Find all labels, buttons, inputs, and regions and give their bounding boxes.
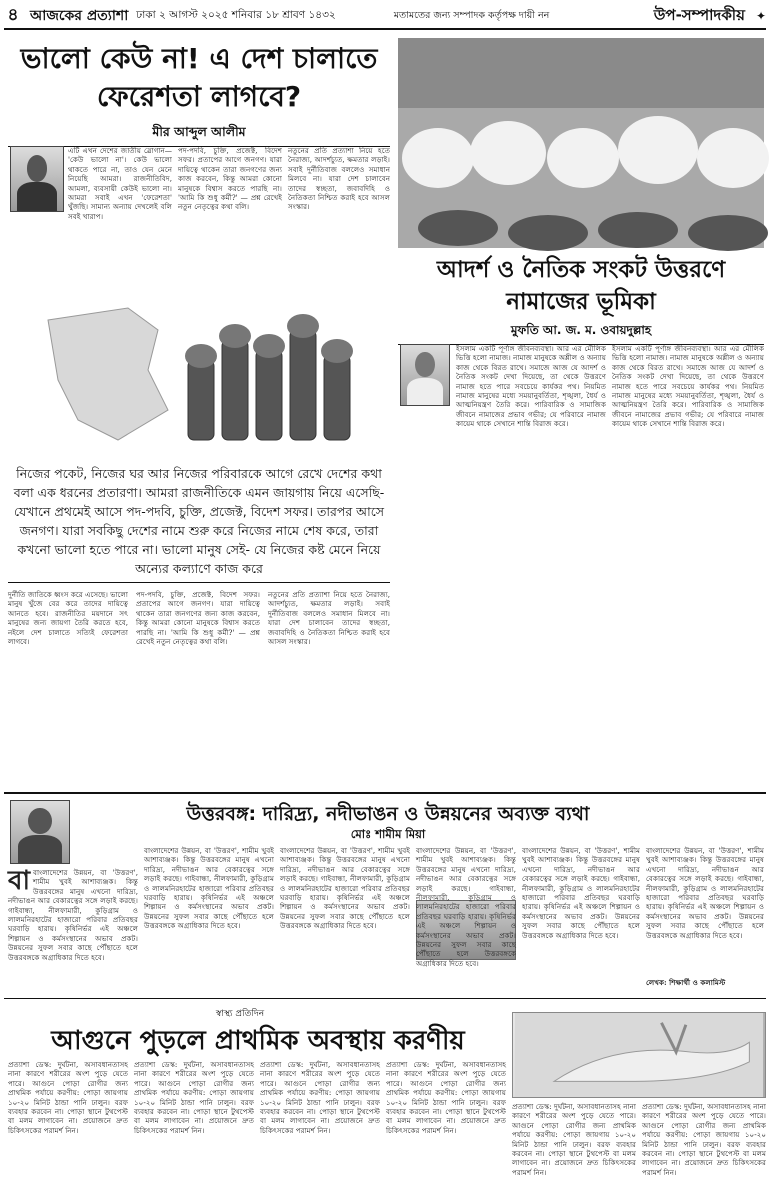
article4-column-5: প্রত্যাশা ডেস্ক: দুর্ঘটনা, অসাবধানতাসহ নানা কারণে শরীরের অংশ পুড়ে যেতে পারে। আগুনে পোড়া রোগীর জন্য প্রাথমিক পর্যায়ে করণীয়: পোড়া জায়গায় ১০-২০ মিনিট ঠান্ডা পানি ঢালুন। বরফ ব্যবহার করবেন না। পোড়া স্থানে টুথপেস্ট বা মলম লাগাবেন না। প্রয়োজনে দ্রুত চিকিৎসকের পরামর্শ নিন। (512, 1102, 636, 1177)
article1-lower-column-1: দুর্নীতি জাতিকে ধ্বংস করে এসেছে। ভালো মানুষ খুঁজে বের করে তাদের দায়িত্বে আনতে হবে। রাজনীতির ময়দানে সৎ মানুষের জন্য জায়গা তৈরি করতে হবে, নইলে দেশ চালাতে সত্যিই ফেরেশতা লাগবে। (8, 590, 128, 647)
article4-kicker: স্বাস্থ্য প্রতিদিন (215, 1009, 265, 1019)
article4-column-4: প্রত্যাশা ডেস্ক: দুর্ঘটনা, অসাবধানতাসহ নানা কারণে শরীরের অংশ পুড়ে যেতে পারে। আগুনে পোড়া রোগীর জন্য প্রাথমিক পর্যায়ে করণীয়: পোড়া জায়গায় ১০-২০ মিনিট ঠান্ডা পানি ঢালুন। বরফ ব্যবহার করবেন না। পোড়া স্থানে টুথপেস্ট বা মলম লাগাবেন না। প্রয়োজনে দ্রুত চিকিৎসকের পরামর্শ নিন। (386, 1060, 506, 1135)
section-title: উপ-সম্পাদকীয় (653, 5, 745, 24)
author-portrait-3 (10, 800, 70, 864)
article1-column-3: নতুনের প্রতি প্রত্যাশা নিয়ে হতে নৈরাজ্য, আদর্শচ্যুত, ক্ষমতার লড়াই। সবাই দুর্নীতিবাজ বললেও সমাধান মিলবে না। যারা দেশ চালাবেন তাদের স্বচ্ছতা, জবাবদিহি ও নৈতিকতা নিশ্চিত করাই হবে আসল সংস্কার। (288, 146, 390, 212)
article2-byline: মুফতি আ. জ. ম. ওবায়দুল্লাহ (398, 322, 764, 345)
article3-column-4: বাংলাদেশের উন্নয়ন, বা 'উত্তরণ', শামীম খুবই আশাব্যঞ্জক। কিন্তু উত্তরবঙ্গের মানুষ এখনো দারিদ্র্য, নদীভাঙন আর বেকারত্বের সঙ্গে লড়াই করছে। গাইবান্ধা, নীলফামারী, কুড়িগ্রাম ও লালমনিরহাটের হাজারো পরিবার প্রতিবছর ঘরবাড়ি হারায়। কৃষিনির্ভর এই অঞ্চলে শিল্পায়ন ও কর্মসংস্থানের অভাব প্রকট। উন্নয়নের সুফল সবার কাছে পৌঁছাতে হলে উত্তরবঙ্গকে অগ্রাধিকার দিতে হবে। (416, 846, 516, 968)
masthead (4, 4, 766, 30)
article3-column-1: বাবাংলাদেশের উন্নয়ন, বা 'উত্তরণ', শামীম খুবই আশাব্যঞ্জক। কিন্তু উত্তরবঙ্গের মানুষ এখনো দারিদ্র্য, নদীভাঙন আর বেকারত্বের সঙ্গে লড়াই করছে। গাইবান্ধা, নীলফামারী, কুড়িগ্রাম ও লালমনিরহাটের হাজারো পরিবার প্রতিবছর ঘরবাড়ি হারায়। কৃষিনির্ভর এই অঞ্চলে শিল্পায়ন ও কর্মসংস্থানের অভাব প্রকট। উন্নয়নের সুফল সবার কাছে পৌঁছাতে হলে উত্তরবঙ্গকে অগ্রাধিকার দিতে হবে। (8, 866, 138, 962)
prayer-photo (398, 38, 764, 248)
article4-column-6: প্রত্যাশা ডেস্ক: দুর্ঘটনা, অসাবধানতাসহ নানা কারণে শরীরের অংশ পুড়ে যেতে পারে। আগুনে পোড়া রোগীর জন্য প্রাথমিক পর্যায়ে করণীয়: পোড়া জায়গায় ১০-২০ মিনিট ঠান্ডা পানি ঢালুন। বরফ ব্যবহার করবেন না। পোড়া স্থানে টুথপেস্ট বা মলম লাগাবেন না। প্রয়োজনে দ্রুত চিকিৎসকের পরামর্শ নিন। (642, 1102, 766, 1177)
article3-author-note: লেখক: শিক্ষার্থী ও কলামিস্ট (646, 978, 726, 987)
article4-column-2: প্রত্যাশা ডেস্ক: দুর্ঘটনা, অসাবধানতাসহ নানা কারণে শরীরের অংশ পুড়ে যেতে পারে। আগুনে পোড়া রোগীর জন্য প্রাথমিক পর্যায়ে করণীয়: পোড়া জায়গায় ১০-২০ মিনিট ঠান্ডা পানি ঢালুন। বরফ ব্যবহার করবেন না। পোড়া স্থানে টুথপেস্ট বা মলম লাগাবেন না। প্রয়োজনে দ্রুত চিকিৎসকের পরামর্শ নিন। (134, 1060, 254, 1135)
paper-logo: আজকের প্রত্যাশা (30, 8, 129, 24)
burned-hand-photo (512, 1012, 766, 1098)
disclaimer: মতামতের জন্য সম্পাদক কর্তৃপক্ষ দায়ী নন (393, 9, 550, 21)
article3-column-6: বাংলাদেশের উন্নয়ন, বা 'উত্তরণ', শামীম খুবই আশাব্যঞ্জক। কিন্তু উত্তরবঙ্গের মানুষ এখনো দারিদ্র্য, নদীভাঙন আর বেকারত্বের সঙ্গে লড়াই করছে। গাইবান্ধা, নীলফামারী, কুড়িগ্রাম ও লালমনিরহাটের হাজারো পরিবার প্রতিবছর ঘরবাড়ি হারায়। কৃষিনির্ভর এই অঞ্চলে শিল্পায়ন ও কর্মসংস্থানের অভাব প্রকট। উন্নয়নের সুফল সবার কাছে পৌঁছাতে হলে উত্তরবঙ্গকে অগ্রাধিকার দিতে হবে। (646, 846, 764, 940)
article2-column-2: ইসলাম একটি পূর্ণাঙ্গ জীবনব্যবস্থা। আর এর মৌলিক ভিত্তি হলো নামাজ। নামাজ মানুষকে অশ্লীল ও অন্যায় কাজ থেকে বিরত রাখে। সমাজে আজ যে আদর্শ ও নৈতিক সংকট দেখা দিয়েছে, তা থেকে উত্তরণে নামাজ হতে পারে সবচেয়ে কার্যকর পথ। নিয়মিত নামাজ মানুষের মধ্যে সময়ানুবর্তিতা, শৃঙ্খলা, ধৈর্য ও আত্মনিয়ন্ত্রণ তৈরি করে। পারিবারিক ও সামাজিক জীবনে নামাজের প্রভাব গভীর; যে পরিবারে নামাজ কায়েম থাকে সেখানে শান্তি বিরাজ করে। (612, 344, 764, 429)
article3-body: বাংলাদেশের উন্নয়ন, বা 'উত্তরণ', শামীম খুবই আশাব্যঞ্জক। কিন্তু উত্তরবঙ্গের মানুষ এখনো দারিদ্র্য, নদীভাঙন আর বেকারত্বের সঙ্গে লড়াই করছে। গাইবান্ধা, নীলফামারী, কুড়িগ্রাম ও লালমনিরহাটের হাজারো পরিবার প্রতিবছর ঘরবাড়ি হারায়। কৃষিনির্ভর এই অঞ্চলে শিল্পায়ন ও কর্মসংস্থানের অভাব প্রকট। উন্নয়নের সুফল সবার কাছে পৌঁছাতে হলে উত্তরবঙ্গকে অগ্রাধিকার দিতে হবে। (8, 868, 138, 962)
article1-pull-quote: নিজের পকেট, নিজের ঘর আর নিজের পরিবারকে আগে রেখে দেশের কথা বলা এক ধরনের প্রতারণা। আমরা রাজনীতিকে এমন জায়গায় নিয়ে এসেছি- যেখানে প্রথমেই আসে পদ-পদবি, চুক্তি, প্রজেক্ট, বিদেশ সফর। তারপর আসে জনগণ। যারা সবকিছু দেশের নামে শুরু করে নিজের নামে শেষ করে, তারা কখনো ভালো হতে পারে না। ভালো মানুষ সেই- যে নিজের কষ্ট মেনে নিয়ে অন্যের কল্যাণে কাজ করে (8, 464, 390, 583)
article3-column-3: বাংলাদেশের উন্নয়ন, বা 'উত্তরণ', শামীম খুবই আশাব্যঞ্জক। কিন্তু উত্তরবঙ্গের মানুষ এখনো দারিদ্র্য, নদীভাঙন আর বেকারত্বের সঙ্গে লড়াই করছে। গাইবান্ধা, নীলফামারী, কুড়িগ্রাম ও লালমনিরহাটের হাজারো পরিবার প্রতিবছর ঘরবাড়ি হারায়। কৃষিনির্ভর এই অঞ্চলে শিল্পায়ন ও কর্মসংস্থানের অভাব প্রকট। উন্নয়নের সুফল সবার কাছে পৌঁছাতে হলে উত্তরবঙ্গকে অগ্রাধিকার দিতে হবে। (280, 846, 410, 931)
article1-lower-column-3: নতুনের প্রতি প্রত্যাশা নিয়ে হতে নৈরাজ্য, আদর্শচ্যুত, ক্ষমতার লড়াই। সবাই দুর্নীতিবাজ বললেও সমাধান মিলবে না। যারা দেশ চালাবেন তাদের স্বচ্ছতা, জবাবদিহি ও নৈতিকতা নিশ্চিত করাই হবে আসল সংস্কার। (268, 590, 390, 647)
divider (4, 792, 766, 794)
dateline: ঢাকা ২ আগস্ট ২০২৫ শনিবার ১৮ শ্রাবণ ১৪৩২ (136, 8, 336, 21)
author-portrait (10, 146, 64, 212)
author-portrait-2 (400, 344, 450, 406)
article4-column-1: প্রত্যাশা ডেস্ক: দুর্ঘটনা, অসাবধানতাসহ নানা কারণে শরীরের অংশ পুড়ে যেতে পারে। আগুনে পোড়া রোগীর জন্য প্রাথমিক পর্যায়ে করণীয়: পোড়া জায়গায় ১০-২০ মিনিট ঠান্ডা পানি ঢালুন। বরফ ব্যবহার করবেন না। পোড়া স্থানে টুথপেস্ট বা মলম লাগাবেন না। প্রয়োজনে দ্রুত চিকিৎসকের পরামর্শ নিন। (8, 1060, 128, 1135)
article3-headline: উত্তরবঙ্গ: দারিদ্র্য, নদীভাঙন ও উন্নয়নের অব্যক্ত ব্যথা (186, 803, 590, 825)
article1-column-2: পদ-পদবি, চুক্তি, প্রজেক্ট, বিদেশ সফর। প্রতাপের আগে জনগণ। যারা দায়িত্বে থাকেন তারা জনগণের জন্য কাজ করবেন, কিন্তু আমরা কোনো মানুষকে বিশ্বাস করতে পারছি না। 'আমি কি শুধু কর্মী?' — প্রশ্ন রেখেই নতুন নেতৃত্বের কথা বলি। (178, 146, 282, 212)
article1-column-1: এটি এখন দেশের জাতীয় স্লোগান— 'কেউ ভালো না'। কেউ ভালো থাকতে পারে না, তাও যেন মেনে নিয়েছি আমরা। রাজনীতিবিদ, আমলা, ব্যবসায়ী কেউই ভালো না। আমরা সবাই এখন 'ফেরেশতা' খুঁজছি। সামান্য অন্যায় দেখলেই বলি সবই খারাপ। (68, 146, 172, 221)
article2-column-1: ইসলাম একটি পূর্ণাঙ্গ জীবনব্যবস্থা। আর এর মৌলিক ভিত্তি হলো নামাজ। নামাজ মানুষকে অশ্লীল ও অন্যায় কাজ থেকে বিরত রাখে। সমাজে আজ যে আদর্শ ও নৈতিক সংকট দেখা দিয়েছে, তা থেকে উত্তরণে নামাজ হতে পারে সবচেয়ে কার্যকর পথ। নিয়মিত নামাজ মানুষের মধ্যে সময়ানুবর্তিতা, শৃঙ্খলা, ধৈর্য ও আত্মনিয়ন্ত্রণ তৈরি করে। পারিবারিক ও সামাজিক জীবনে নামাজের প্রভাব গভীর; যে পরিবারে নামাজ কায়েম থাকে সেখানে শান্তি বিরাজ করে। (456, 344, 606, 429)
article3-column-5: বাংলাদেশের উন্নয়ন, বা 'উত্তরণ', শামীম খুবই আশাব্যঞ্জক। কিন্তু উত্তরবঙ্গের মানুষ এখনো দারিদ্র্য, নদীভাঙন আর বেকারত্বের সঙ্গে লড়াই করছে। গাইবান্ধা, নীলফামারী, কুড়িগ্রাম ও লালমনিরহাটের হাজারো পরিবার প্রতিবছর ঘরবাড়ি হারায়। কৃষিনির্ভর এই অঞ্চলে শিল্পায়ন ও কর্মসংস্থানের অভাব প্রকট। উন্নয়নের সুফল সবার কাছে পৌঁছাতে হলে উত্তরবঙ্গকে অগ্রাধিকার দিতে হবে। (522, 846, 640, 940)
article3-byline: মোঃ শামীম মিয়া (350, 827, 426, 841)
article1-headline: ভালো কেউ না! এ দেশ চালাতে ফেরেশতা লাগবে? (20, 42, 378, 113)
article1-lower-column-2: পদ-পদবি, চুক্তি, প্রজেক্ট, বিদেশ সফর। প্রতাপের আগে জনগণ। যারা দায়িত্বে থাকেন তারা জনগণের জন্য কাজ করবেন, কিন্তু আমরা কোনো মানুষকে বিশ্বাস করতে পারছি না। 'আমি কি শুধু কর্মী?' — প্রশ্ন রেখেই নতুন নেতৃত্বের কথা বলি। (136, 590, 260, 647)
article1-byline: মীর আব্দুল আলীম (8, 124, 390, 147)
sparkle-icon: ✦ (755, 9, 766, 23)
article4-column-3: প্রত্যাশা ডেস্ক: দুর্ঘটনা, অসাবধানতাসহ নানা কারণে শরীরের অংশ পুড়ে যেতে পারে। আগুনে পোড়া রোগীর জন্য প্রাথমিক পর্যায়ে করণীয়: পোড়া জায়গায় ১০-২০ মিনিট ঠান্ডা পানি ঢালুন। বরফ ব্যবহার করবেন না। পোড়া স্থানে টুথপেস্ট বা মলম লাগাবেন না। প্রয়োজনে দ্রুত চিকিৎসকের পরামর্শ নিন। (260, 1060, 380, 1135)
article4-headline: আগুনে পুড়লে প্রাথমিক অবস্থায় করণীয় (51, 1026, 465, 1056)
divider-2 (4, 998, 766, 999)
article3-column-2: বাংলাদেশের উন্নয়ন, বা 'উত্তরণ', শামীম খুবই আশাব্যঞ্জক। কিন্তু উত্তরবঙ্গের মানুষ এখনো দারিদ্র্য, নদীভাঙন আর বেকারত্বের সঙ্গে লড়াই করছে। গাইবান্ধা, নীলফামারী, কুড়িগ্রাম ও লালমনিরহাটের হাজারো পরিবার প্রতিবছর ঘরবাড়ি হারায়। কৃষিনির্ভর এই অঞ্চলে শিল্পায়ন ও কর্মসংস্থানের অভাব প্রকট। উন্নয়নের সুফল সবার কাছে পৌঁছাতে হলে উত্তরবঙ্গকে অগ্রাধিকার দিতে হবে। (144, 846, 274, 931)
page-number: ৪ (7, 5, 19, 25)
article2-headline: আদর্শ ও নৈতিক সংকট উত্তরণে নামাজের ভূমিকা (436, 257, 726, 315)
bangladesh-map-fists-illustration (8, 290, 390, 462)
